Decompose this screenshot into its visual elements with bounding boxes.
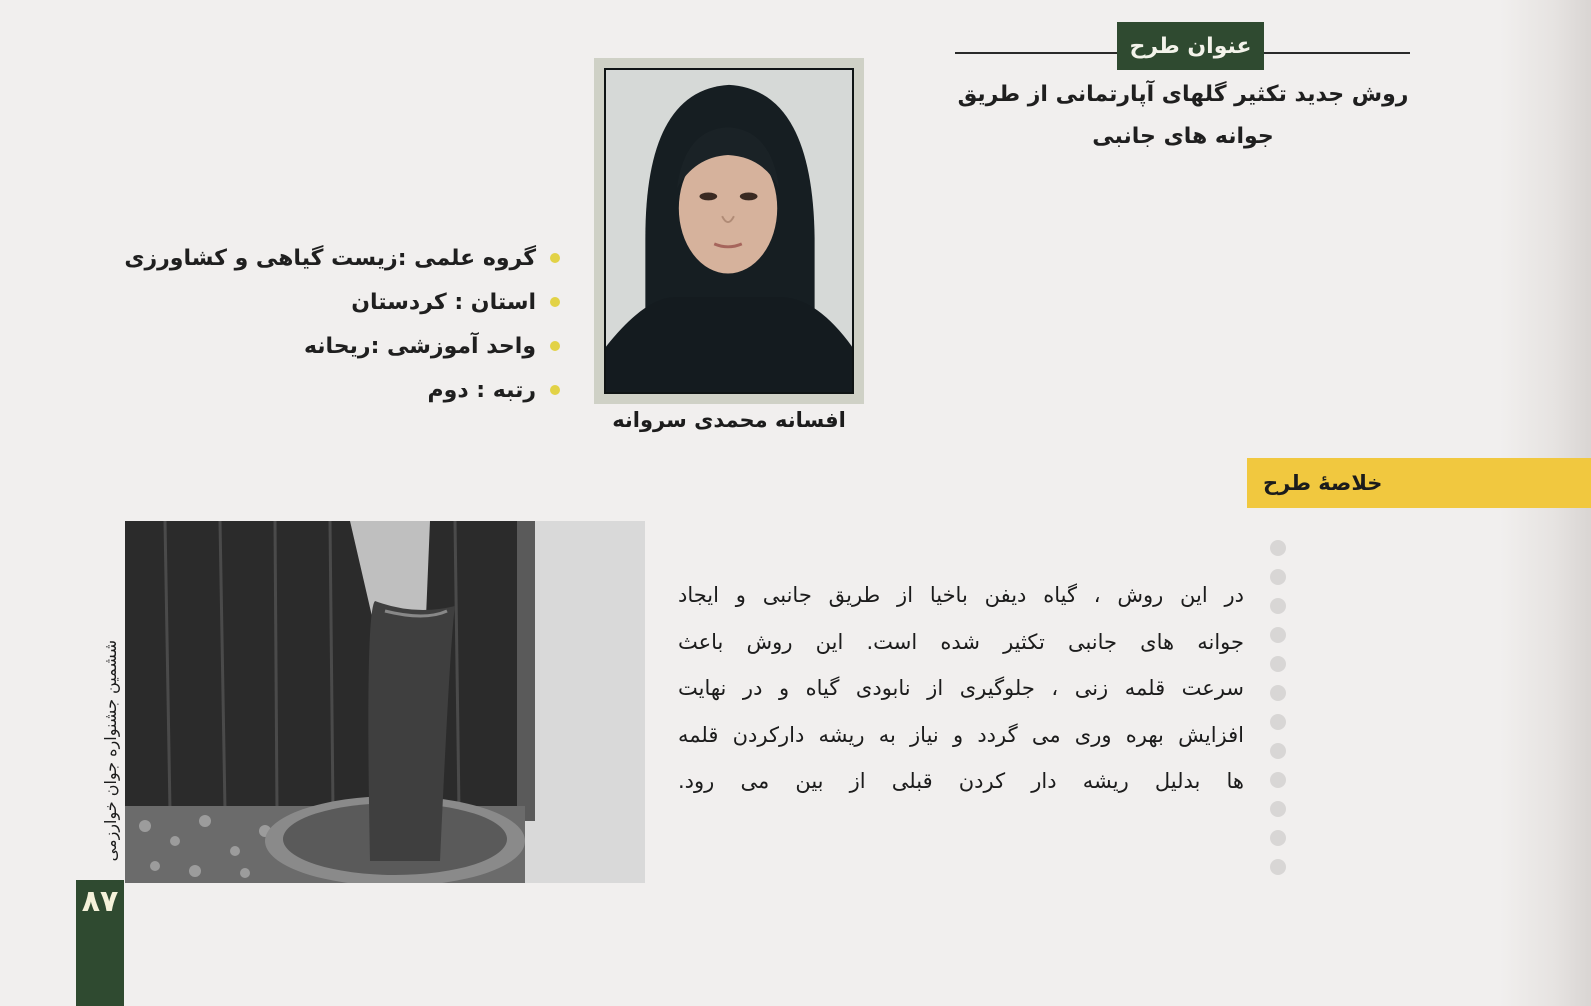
info-list	[100, 236, 560, 412]
info-item-province	[100, 280, 560, 324]
info-item-school	[100, 324, 560, 368]
summary-line: در این روش ، گیاه دیفن باخیا از طریق جانبی و ایجاد	[678, 583, 1244, 607]
info-item-group	[100, 236, 560, 280]
info-item-rank	[100, 368, 560, 412]
decorative-dots	[1270, 540, 1290, 888]
bullet-dot-icon	[550, 253, 560, 263]
project-title	[950, 74, 1416, 158]
summary-line: سرعت قلمه زنی ، جلوگیری از نابودی گیاه و در نهایت	[678, 676, 1244, 700]
bullet-dot-icon	[550, 385, 560, 395]
info-text: استان : کردستان	[351, 289, 536, 315]
bleed-through-mark	[1060, 240, 1320, 300]
summary-line: ها بدلیل ریشه دار کردن قبلی از بین می رود.	[678, 769, 1244, 793]
festival-spine-text: ششمین جشنواره جوان خوارزمی	[101, 640, 120, 862]
portrait-frame	[594, 58, 864, 404]
plant-photo	[125, 521, 645, 883]
info-text: گروه علمی :زیست گیاهی و کشاورزی	[124, 245, 536, 271]
portrait-photo	[604, 68, 854, 394]
summary-heading: خلاصهٔ طرح	[1263, 471, 1383, 495]
bullet-dot-icon	[550, 297, 560, 307]
project-title-line-1: روش جدید تکثیر گلهای آپارتمانی از طریق	[957, 82, 1409, 107]
page-number: ۸۷	[81, 884, 119, 919]
project-heading-label: عنوان طرح	[1117, 22, 1264, 70]
info-text: رتبه : دوم	[427, 377, 536, 403]
info-text: واحد آموزشی :ریحانه	[303, 333, 536, 359]
bullet-dot-icon	[550, 341, 560, 351]
summary-line: افزایش بهره وری می گردد و نیاز به ریشه دارکردن قلمه	[678, 722, 1244, 747]
summary-body	[678, 572, 1244, 805]
person-name: افسانه محمدی سروانه	[612, 408, 846, 432]
project-title-line-2: جوانه های جانبی	[1092, 124, 1274, 149]
summary-line: جوانه های جانبی تکثیر شده است. این روش باعث	[678, 629, 1244, 654]
